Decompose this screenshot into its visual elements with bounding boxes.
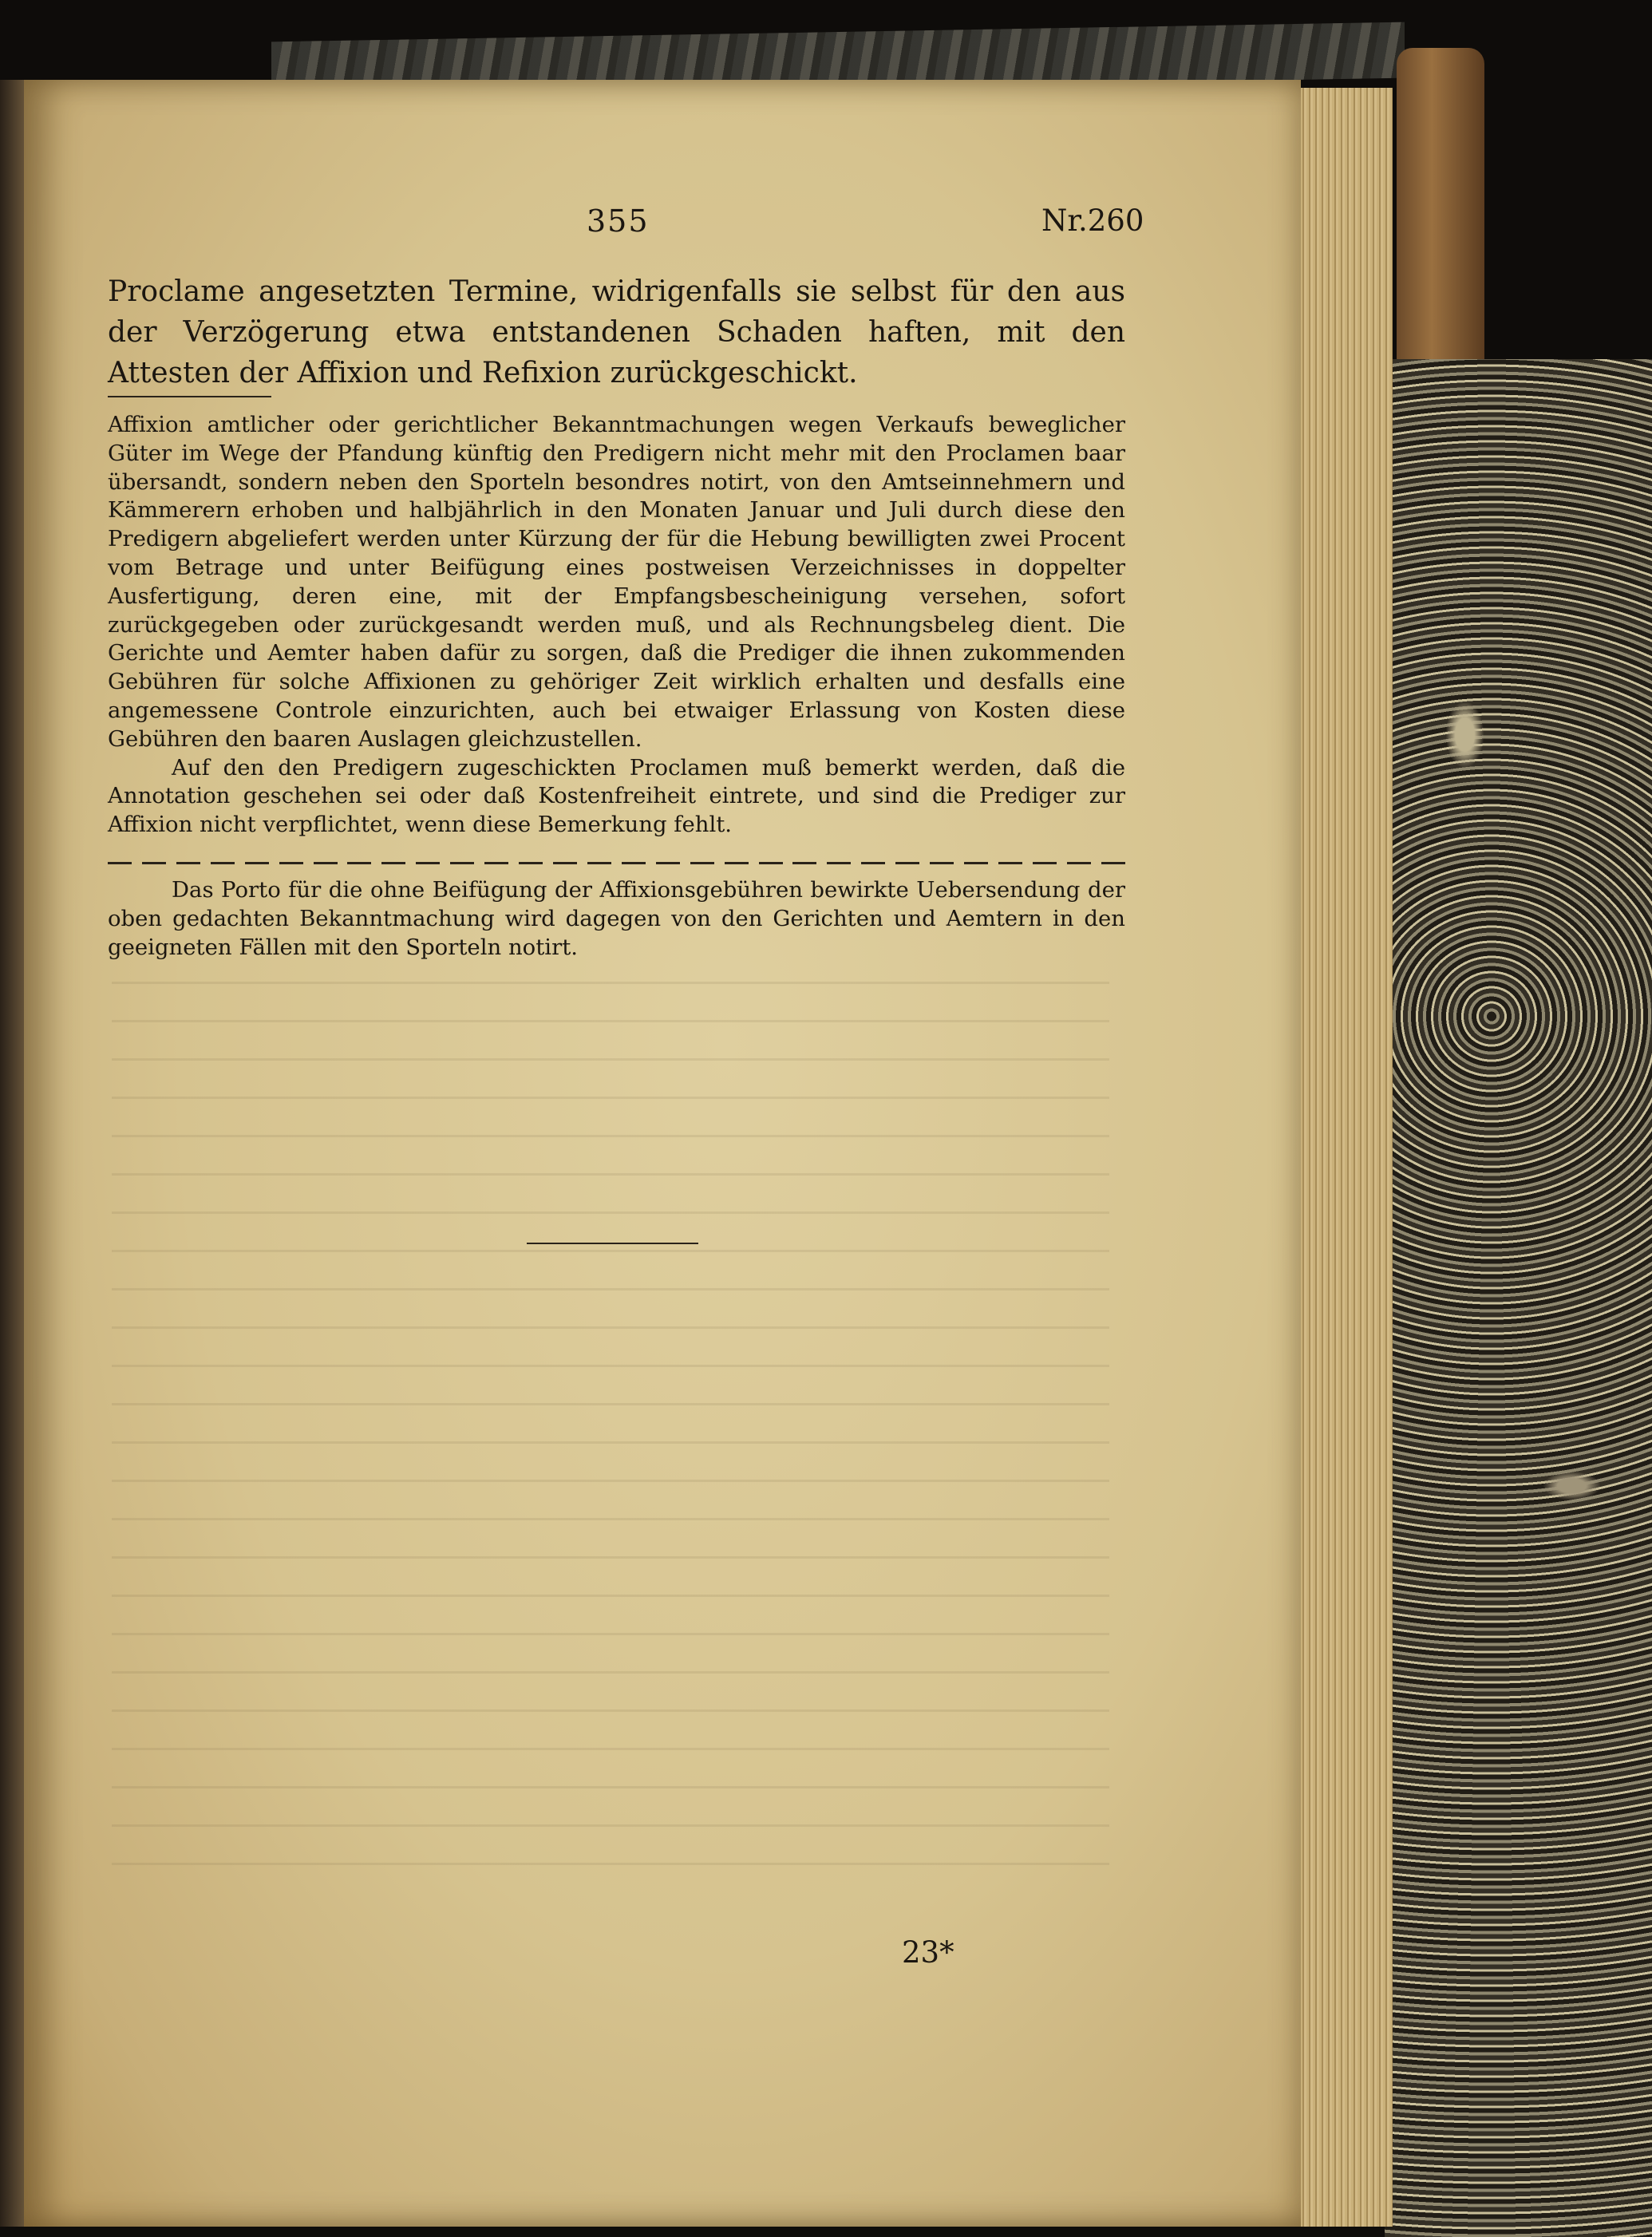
intro-paragraph: Proclame angesetzten Termine, widrigenfalls sie selbst für den aus der Verzögerung etwa entstandenen Schaden haften, mit den Attesten der Affixion und Refixion zurückgeschickt. (108, 275, 1125, 389)
page-number: 355 (587, 204, 650, 239)
signature-mark: 23* (902, 1935, 954, 1970)
center-rule (527, 1243, 698, 1244)
short-rule (108, 396, 271, 397)
body-paragraph-3: Das Porto für die ohne Beifügung der Affixionsgebühren bewirkte Uebersendung der oben gedachten Bekanntmachung wird dagegen von den Gerichten und Aemtern in den geeigneten Fällen mit den Sporteln notirt. (108, 877, 1125, 960)
body-block (108, 411, 1125, 840)
section-number: Nr.260 (1041, 204, 1144, 238)
show-through-texture (112, 958, 1109, 1899)
marbled-endpaper (1385, 359, 1652, 2237)
dashed-separator (108, 862, 1125, 865)
body-block-2 (108, 876, 1125, 962)
body-paragraph-1: Affixion amtlicher oder gerichtlicher Bekanntmachungen wegen Verkaufs beweglicher Güter im Wege der Pfandung künftig den Predigern nicht mehr mit den Proclamen baar übersandt, sondern neben den Sporteln besondres notirt, von den Amtseinnehmern und Kämmerern erhoben und halbjährlich in den Monaten Januar und Juli durch diese den Predigern abgeliefert werden unter Kürzung der für die Hebung bewilligten zwei Procent vom Betrage und unter Beifügung eines postweisen Verzeichnisses in doppelter Ausfertigung, deren eine, mit der Empfangsbescheinigung versehen, sofort zurückgegeben oder zurückgesandt werden muß, und als Rechnungsbeleg dient. Die Gerichte und Aemter haben dafür zu sorgen, daß die Prediger die ihnen zukommenden Gebühren für solche Affixionen zu gehöriger Zeit wirklich erhalten und desfalls eine angemessene Controle einzurichten, auch bei etwaiger Erlassung von Kosten diese Gebühren den baaren Auslagen gleichzustellen. (108, 412, 1125, 752)
body-paragraph-2: Auf den den Predigern zugeschickten Proclamen muß bemerkt werden, daß die Annotation geschehen sei oder daß Kostenfreiheit eintrete, und sind die Prediger zur Affixion nicht verpflichtet, wenn diese Bemerkung fehlt. (108, 754, 1125, 838)
